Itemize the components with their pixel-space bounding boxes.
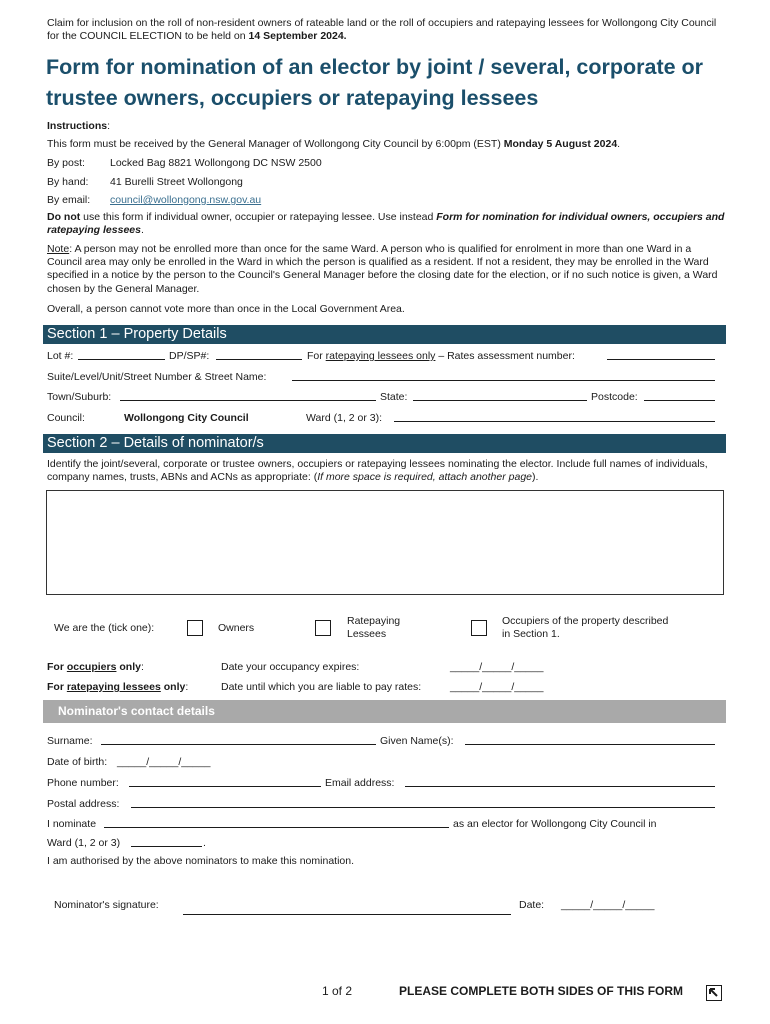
ward-input[interactable] [394,421,715,422]
post-value: Locked Bag 8821 Wollongong DC NSW 2500 [110,157,322,169]
nominee-ward-label: Ward (1, 2 or 3) [47,837,121,849]
dpsp-input[interactable] [216,359,302,360]
authorised-statement: I am authorised by the above nominators to make this nomination. [47,855,355,867]
for-ratepaying-label: For ratepaying lessees only: [47,681,189,693]
occupiers-checkbox[interactable] [471,620,487,636]
rates-assessment-input[interactable] [607,359,715,360]
ratepaying-label-2: Lessees [347,628,387,640]
owners-label: Owners [218,622,255,634]
postcode-label: Postcode: [591,391,638,403]
page-turn-icon [706,985,722,1001]
enrolment-note: Note: A person may not be enrolled more than once for the same Ward. A person who is qualified for enrolment in more than one Ward in a Council area may only be enrolled in the Ward in which the person is qualified as a resident. If not a resident, they may be enrolled in the Ward specified in a notice by the person to the Council's General Manager before the closing date for the election, or if no such notice is given, a Ward chosen by the General Manager. [47,243,718,295]
email-address-label: Email address: [325,777,395,789]
complete-both-sides-note: PLEASE COMPLETE BOTH SIDES OF THIS FORM [399,984,684,998]
deadline-text: This form must be received by the General Manager of Wollongong City Council by 6:00pm (EST) Monday 5 August 2024. [47,138,621,150]
surname-label: Surname: [47,735,93,747]
claim-intro [47,17,727,43]
ward-label: Ward (1, 2 or 3): [306,412,383,424]
election-date: 14 September 2024. [248,30,347,42]
dob-label: Date of birth: [47,756,108,768]
state-label: State: [380,391,408,403]
occupancy-date-input[interactable]: _____/_____/_____ [450,661,544,673]
dob-input[interactable]: _____/_____/_____ [117,756,211,768]
instructions-heading: Instructions: [47,120,111,132]
rates-liable-date-label: Date until which you are liable to pay rates: [221,681,422,693]
email-address-input[interactable] [405,786,715,787]
occupiers-label-2: in Section 1. [502,628,560,640]
deadline-date: Monday 5 August 2024 [503,138,618,150]
nominee-ward-end: . [203,837,206,849]
ratepaying-label-1: Ratepaying [347,615,401,627]
nominators-textarea[interactable] [46,490,724,595]
occupancy-date-label: Date your occupancy expires: [221,661,360,673]
rates-liable-date-input[interactable]: _____/_____/_____ [450,681,544,693]
dpsp-label: DP/SP#: [169,350,210,362]
tick-label: We are the (tick one): [54,622,155,634]
post-label: By post: [47,157,85,169]
postcode-input[interactable] [644,400,715,401]
council-label: Council: [47,412,85,424]
street-label: Suite/Level/Unit/Street Number & Street Name: [47,371,267,383]
overall-note: Overall, a person cannot vote more than once in the Local Government Area. [47,303,405,315]
state-input[interactable] [413,400,587,401]
given-name-label: Given Name(s): [380,735,454,747]
owners-checkbox[interactable] [187,620,203,636]
section2-header: Section 2 – Details of nominator/s [43,434,726,453]
nominee-ward-input[interactable] [131,846,202,847]
council-email-link[interactable]: council@wollongong.nsw.gov.au [110,194,262,206]
identify-instructions: Identify the joint/several, corporate or trustee owners, occupiers or ratepaying lessees nominating the elector. Include full names of individuals, company names, trusts, ABNs and ACNs as appropriate: (If more space is required, attach another page). [47,458,708,484]
signature-input[interactable] [183,914,511,915]
nominate-label: I nominate [47,818,97,830]
signature-label: Nominator's signature: [54,899,159,911]
occupiers-label-1: Occupiers of the property described [502,615,669,627]
council-value: Wollongong City Council [124,412,249,424]
nominee-input[interactable] [104,827,449,828]
town-label: Town/Suburb: [47,391,112,403]
ratepaying-lessees-checkbox[interactable] [315,620,331,636]
form-title: Form for nomination of an elector by joint / several, corporate or trustee owners, occupiers or ratepaying lessees [46,55,704,110]
hand-value: 41 Burelli Street Wollongong [110,176,243,188]
lot-input[interactable] [78,359,165,360]
street-input[interactable] [292,380,715,381]
for-occupiers-label: For occupiers only: [47,661,144,673]
contact-details-header: Nominator's contact details [43,700,726,723]
signature-date-input[interactable]: _____/_____/_____ [561,899,655,911]
phone-label: Phone number: [47,777,119,789]
claim-text: Claim for inclusion on the roll of non-resident owners of rateable land or the roll of occupiers and ratepaying lessees for Wollongong City Council for the COUNCIL ELECTION to be held on [47,17,717,42]
do-not-use-note: Do not use this form if individual owner, occupier or ratepaying lessee. Use instead Form for nomination for individual owners, occupiers and ratepaying lessees. [47,211,725,237]
hand-label: By hand: [47,176,89,188]
email-label: By email: [47,194,91,206]
section1-header: Section 1 – Property Details [43,325,726,344]
town-input[interactable] [120,400,376,401]
postal-input[interactable] [131,807,715,808]
page-number: 1 of 2 [322,984,353,998]
postal-label: Postal address: [47,798,120,810]
surname-input[interactable] [101,744,376,745]
given-name-input[interactable] [465,744,715,745]
elector-text: as an elector for Wollongong City Council in [453,818,657,830]
rates-label: For ratepaying lessees only – Rates assessment number: [307,350,575,362]
signature-date-label: Date: [519,899,545,911]
phone-input[interactable] [129,786,321,787]
lot-label: Lot #: [47,350,74,362]
